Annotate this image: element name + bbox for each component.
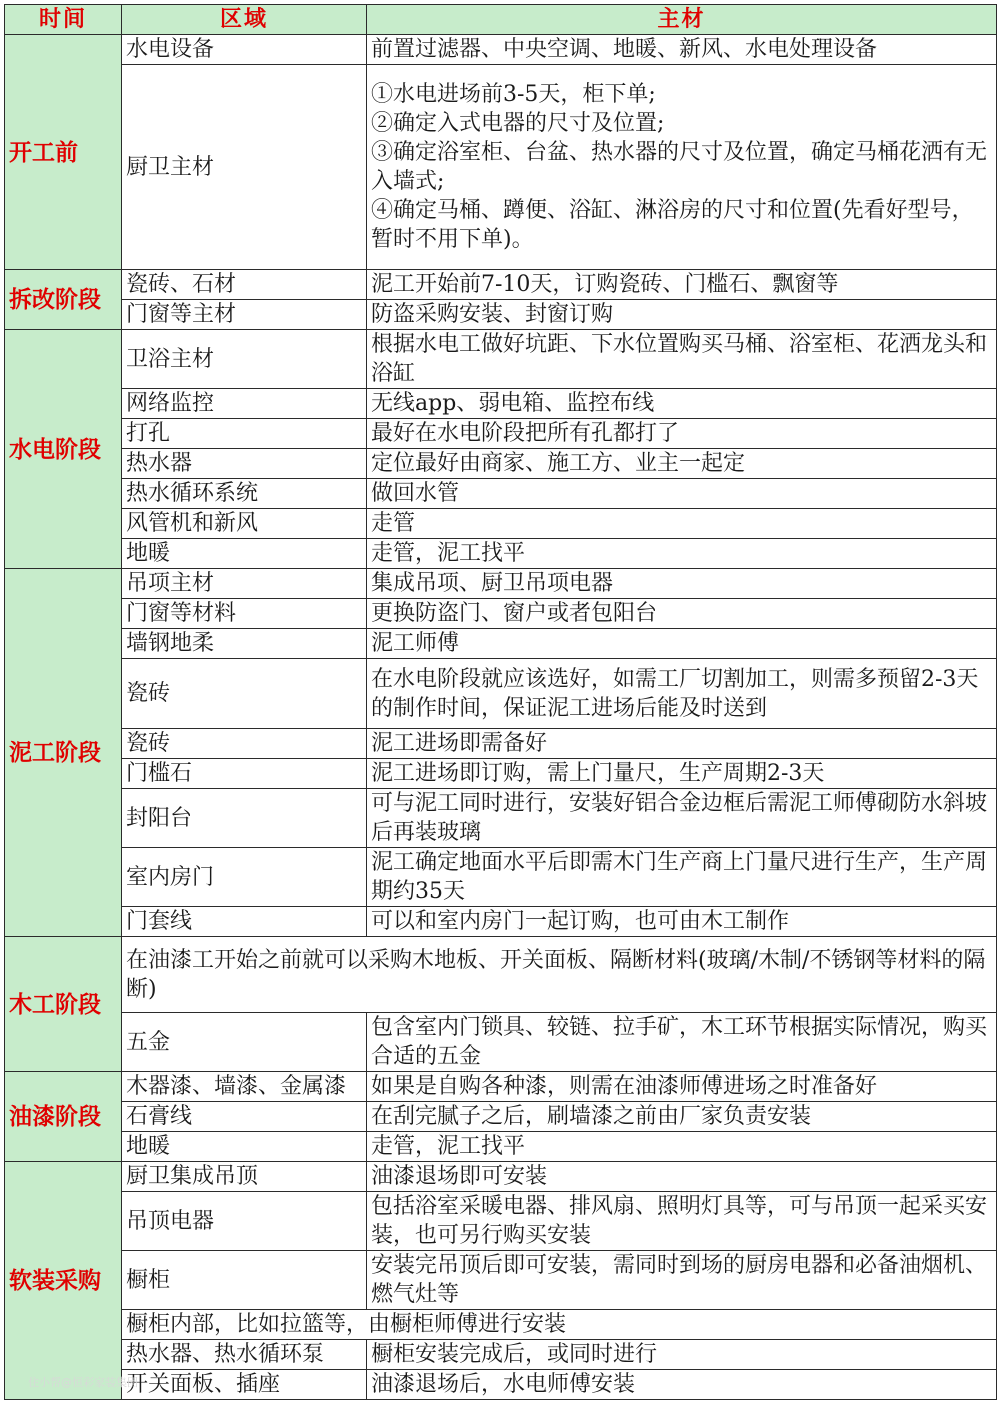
area-cell: 风管机和新风 [122,509,367,539]
material-cell [367,35,997,65]
table-row [5,659,997,729]
table-row [5,330,997,389]
table-row [5,1102,997,1132]
material-cell [367,569,997,599]
material-line: 走管 [371,511,416,536]
table-row [5,1162,997,1192]
table-row [5,1132,997,1162]
material-line: ④确定马桶、蹲便、浴缸、淋浴房的尺寸和位置(先看好型号，暂时不用下单)。 [371,198,974,252]
area-cell: 热水器 [122,449,367,479]
material-line: 在刮完腻子之后，刷墙漆之前由厂家负责安装 [371,1104,812,1129]
area-cell: 墙钢地柔 [122,629,367,659]
area-cell: 吊顶电器 [122,1192,367,1251]
phase-cell: 拆改阶段 [5,270,122,330]
area-cell: 热水循环系统 [122,479,367,509]
table-row [5,449,997,479]
area-cell: 卫浴主材 [122,330,367,389]
phase-cell: 水电阶段 [5,330,122,569]
material-line: 泥工进场即需备好 [371,731,548,756]
material-line: 无线app、弱电箱、监控布线 [371,391,655,416]
table-row [5,1310,997,1340]
area-cell: 瓷砖 [122,659,367,729]
table-row [5,1192,997,1251]
area-cell: 水电设备 [122,35,367,65]
phase-cell: 泥工阶段 [5,569,122,937]
material-cell [367,759,997,789]
area-cell: 开关面板、插座 [122,1370,367,1400]
table-row [5,789,997,848]
table-row [5,569,997,599]
material-line: 在水电阶段就应该选好，如需工厂切割加工，则需多预留2-3天的制作时间，保证泥工进场后能及时送到 [371,666,979,721]
material-line: 集成吊项、厨卫吊项电器 [371,571,614,596]
material-cell [367,599,997,629]
material-cell [367,300,997,330]
table-row [5,729,997,759]
material-line: 油漆退场即可安装 [371,1164,548,1189]
material-schedule-table [4,4,997,1400]
material-cell [367,1102,997,1132]
material-cell [367,907,997,937]
table-row [5,1251,997,1310]
full-width-cell: 在油漆工开始之前就可以采购木地板、开关面板、隔断材料(玻璃/木制/不锈钢等材料的隔断) [122,937,997,1013]
full-width-cell: 橱柜内部，比如拉篮等，由橱柜师傅进行安装 [122,1310,997,1340]
table-row [5,1340,997,1370]
header-row [5,5,997,35]
header-material: 主材 [367,5,997,35]
area-cell: 五金 [122,1013,367,1072]
material-line: 可与泥工同时进行，安装好铝合金边框后需泥工师傅砌防水斜坡后再装玻璃 [371,791,988,845]
area-cell: 热水器、热水循环泵 [122,1340,367,1370]
material-cell [367,789,997,848]
material-cell [367,1340,997,1370]
table-row [5,419,997,449]
header-area: 区域 [122,5,367,35]
material-cell [367,1370,997,1400]
area-cell: 瓷砖 [122,729,367,759]
table-row [5,509,997,539]
material-line: 如果是自购各种漆，则需在油漆师傅进场之时准备好 [371,1074,878,1099]
material-cell [367,848,997,907]
header-time: 时间 [5,5,122,35]
area-cell: 打孔 [122,419,367,449]
area-cell: 地暖 [122,1132,367,1162]
table-row [5,539,997,569]
area-cell: 门槛石 [122,759,367,789]
material-cell [367,539,997,569]
material-line: 做回水管 [371,481,460,506]
phase-cell: 油漆阶段 [5,1072,122,1162]
material-cell [367,629,997,659]
material-cell [367,1192,997,1251]
phase-cell: 开工前 [5,35,122,270]
material-cell [367,479,997,509]
table-row [5,848,997,907]
material-line: 更换防盗门、窗户或者包阳台 [371,601,658,626]
material-line: ①水电进场前3-5天，柜下单; [371,82,656,107]
area-cell: 地暖 [122,539,367,569]
area-cell: 厨卫集成吊顶 [122,1162,367,1192]
material-cell [367,270,997,300]
material-line: 泥工开始前7-10天，订购瓷砖、门槛石、飘窗等 [371,272,839,297]
table-row [5,65,997,270]
table-row [5,300,997,330]
table-row [5,270,997,300]
area-cell: 封阳台 [122,789,367,848]
material-line: ②确定入式电器的尺寸及位置; [371,111,665,136]
table-row [5,1370,997,1400]
area-cell: 厨卫主材 [122,65,367,270]
phase-cell: 木工阶段 [5,937,122,1072]
material-cell [367,1251,997,1310]
material-line: 油漆退场后，水电师傅安装 [371,1372,636,1397]
table-row [5,937,997,1013]
area-cell: 门套线 [122,907,367,937]
material-line: 泥工师傅 [371,631,460,656]
material-line: 包括浴室采暖电器、排风扇、照明灯具等，可与吊顶一起采买安装，也可另行购买安装 [371,1194,988,1248]
material-line: 泥工确定地面水平后即需木门生产商上门量尺进行生产，生产周期约35天 [371,850,988,904]
table-row [5,35,997,65]
material-line: 防盗采购安装、封窗订购 [371,302,614,327]
area-cell: 吊项主材 [122,569,367,599]
material-cell [367,659,997,729]
material-cell [367,1072,997,1102]
area-cell: 瓷砖、石材 [122,270,367,300]
material-line: 包含室内门锁具、较链、拉手矿，木工环节根据实际情况，购买合适的五金 [371,1015,988,1069]
material-line: 可以和室内房门一起订购，也可由木工制作 [371,909,790,934]
material-cell [367,729,997,759]
area-cell: 室内房门 [122,848,367,907]
material-cell [367,449,997,479]
area-cell: 木器漆、墙漆、金属漆 [122,1072,367,1102]
material-line: 前置过滤器、中央空调、地暖、新风、水电处理设备 [371,37,878,62]
area-cell: 网络监控 [122,389,367,419]
material-cell [367,389,997,419]
watermark: 住小帮@恒彩家装集团 [28,1376,138,1389]
material-cell [367,1132,997,1162]
table-row [5,389,997,419]
material-cell [367,1013,997,1072]
table-row [5,479,997,509]
material-line: 橱柜安装完成后，或同时进行 [371,1342,658,1367]
material-cell [367,65,997,270]
table-row [5,1013,997,1072]
table-row [5,629,997,659]
material-cell [367,330,997,389]
material-line: 走管，泥工找平 [371,1134,526,1159]
area-cell: 橱柜 [122,1251,367,1310]
area-cell: 门窗等材料 [122,599,367,629]
material-line: 根据水电工做好坑距、下水位置购买马桶、浴室柜、花洒龙头和浴缸 [371,332,988,386]
table-row [5,1072,997,1102]
area-cell: 石膏线 [122,1102,367,1132]
material-line: 走管，泥工找平 [371,541,526,566]
material-cell [367,419,997,449]
material-cell [367,1162,997,1192]
phase-cell: 软装采购 [5,1162,122,1400]
material-line: 泥工进场即订购，需上门量尺，生产周期2-3天 [371,761,825,786]
table-row [5,907,997,937]
material-line: 最好在水电阶段把所有孔都打了 [371,421,680,446]
area-cell: 门窗等主材 [122,300,367,330]
table-row [5,599,997,629]
material-cell [367,509,997,539]
material-line: 定位最好由商家、施工方、业主一起定 [371,451,746,476]
schedule-body [5,35,997,1400]
material-line: 安装完吊顶后即可安装，需同时到场的厨房电器和必备油烟机、燃气灶等 [371,1253,988,1307]
material-line: ③确定浴室柜、台盆、热水器的尺寸及位置，确定马桶花洒有无入墙式; [371,140,988,194]
table-row [5,759,997,789]
